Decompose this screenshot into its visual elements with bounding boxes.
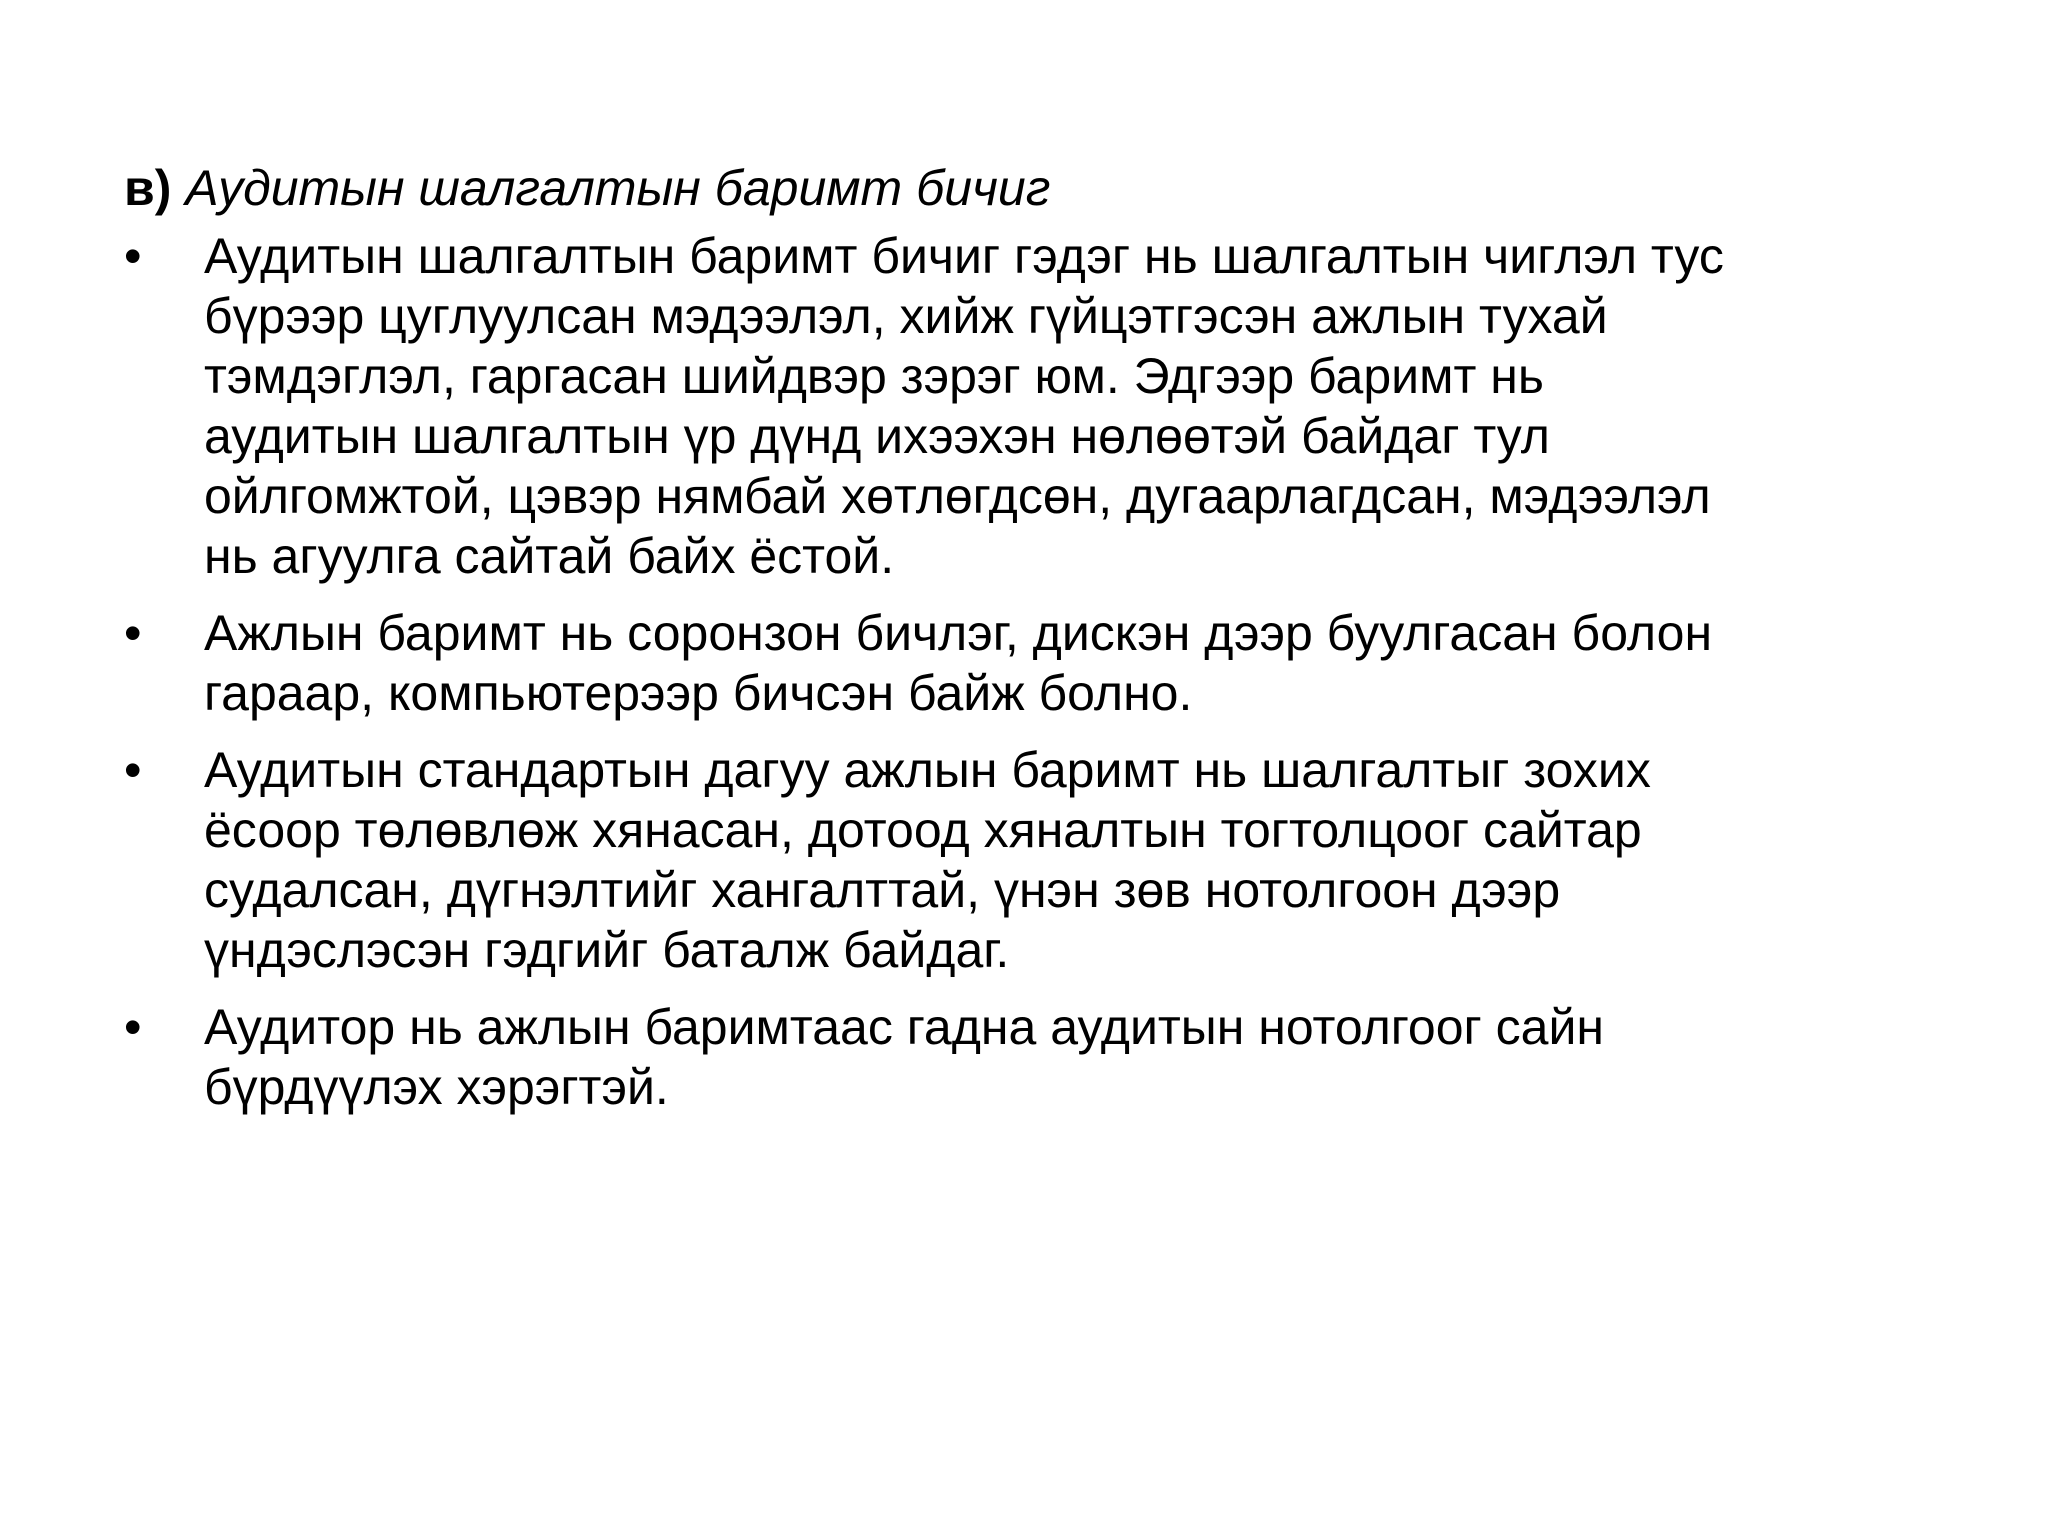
bullet-item: [124, 603, 2004, 723]
bullet-text-line: ёсоор төлөвлөж хянасан, дотоод хяналтын тогтолцоог сайтар: [204, 802, 1642, 858]
bullet-list: [124, 226, 2004, 1117]
bullet-text-line: тэмдэглэл, гаргасан шийдвэр зэрэг юм. Эдгээр баримт нь: [204, 348, 1544, 404]
bullet-item: [124, 740, 2004, 980]
bullet-text-line: бүрээр цуглуулсан мэдээлэл, хийж гүйцэтгэсэн ажлын тухай: [204, 288, 1608, 344]
bullet-icon: •: [124, 228, 142, 284]
bullet-text-line: гараар, компьютерээр бичсэн байж болно.: [204, 665, 1193, 721]
bullet-item: [124, 226, 2004, 586]
bullet-icon: •: [124, 605, 142, 661]
section-title: Аудитын шалгалтын баримт бичиг: [185, 160, 1051, 216]
section-heading: [124, 158, 2004, 218]
bullet-text-line: Аудитор нь ажлын баримтаас гадна аудитын нотолгоог сайн: [204, 999, 1604, 1055]
bullet-text-line: нь агуулга сайтай байх ёстой.: [204, 528, 895, 584]
bullet-text-line: судалсан, дүгнэлтийг хангалттай, үнэн зөв нотолгоон дээр: [204, 862, 1561, 918]
bullet-text-line: бүрдүүлэх хэрэгтэй.: [204, 1059, 669, 1115]
bullet-text-line: үндэслэсэн гэдгийг баталж байдаг.: [204, 922, 1010, 978]
section-marker: в): [124, 160, 172, 216]
bullet-icon: •: [124, 742, 142, 798]
bullet-text-line: Ажлын баримт нь соронзон бичлэг, дискэн дээр буулгасан болон: [204, 605, 1713, 661]
bullet-text-line: ойлгомжтой, цэвэр нямбай хөтлөгдсөн, дугаарлагдсан, мэдээлэл: [204, 468, 1711, 524]
bullet-text-line: Аудитын стандартын дагуу ажлын баримт нь шалгалтыг зохих: [204, 742, 1651, 798]
bullet-item: [124, 997, 2004, 1117]
bullet-text-line: Аудитын шалгалтын баримт бичиг гэдэг нь шалгалтын чиглэл тус: [204, 228, 1724, 284]
bullet-icon: •: [124, 999, 142, 1055]
slide-content: [124, 158, 2004, 1134]
bullet-text-line: аудитын шалгалтын үр дүнд ихээхэн нөлөөтэй байдаг тул: [204, 408, 1550, 464]
